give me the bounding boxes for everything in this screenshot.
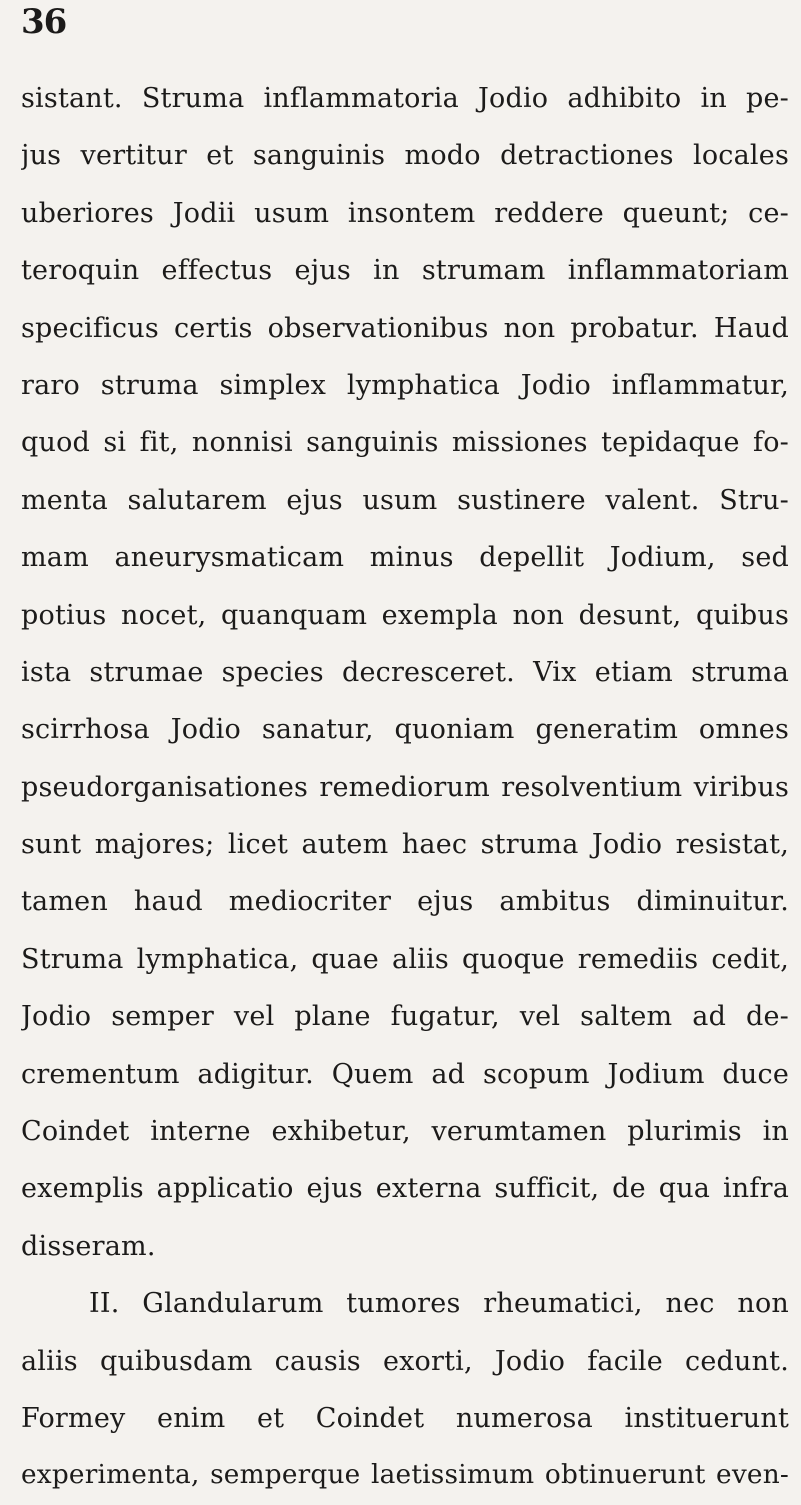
text-line: aliis quibusdam causis exorti, Jodio facile cedunt.: [21, 1345, 789, 1377]
section-heading-line: II. Glandularum tumores rheumatici, nec non: [89, 1288, 789, 1320]
text-line: uberiores Jodii usum insontem reddere queunt; ce-: [21, 197, 789, 229]
body-text: [21, 70, 801, 1505]
text-line: Formey enim et Coindet numerosa instituerunt: [21, 1402, 789, 1434]
text-line: potius nocet, quanquam exempla non desunt, quibus: [21, 599, 789, 631]
text-line: mam aneurysmaticam minus depellit Jodium, sed: [21, 542, 789, 574]
text-line: Coindet interne exhibetur, verumtamen plurimis in: [21, 1116, 789, 1148]
text-line: exemplis applicatio ejus externa sufficit, de qua infra: [21, 1173, 789, 1205]
text-line: sunt majores; licet autem haec struma Jodio resistat,: [21, 829, 789, 861]
page-number: 36: [21, 2, 67, 42]
text-line: scirrhosa Jodio sanatur, quoniam generatim omnes: [21, 714, 789, 746]
text-line: quod si fit, nonnisi sanguinis missiones tepidaque fo-: [21, 427, 789, 459]
text-line: tamen haud mediocriter ejus ambitus diminuitur.: [21, 886, 789, 918]
text-line: ista strumae species decresceret. Vix etiam struma: [21, 656, 789, 688]
text-line: raro struma simplex lymphatica Jodio inflammatur,: [21, 369, 789, 401]
text-line: jus vertitur et sanguinis modo detractiones locales: [21, 140, 789, 172]
text-line: Jodio semper vel plane fugatur, vel saltem ad de-: [21, 1001, 789, 1033]
text-line: pseudorganisationes remediorum resolventium viribus: [21, 771, 789, 803]
text-line: experimenta, semperque laetissimum obtinuerunt even-: [21, 1460, 789, 1491]
text-line: teroquin effectus ejus in strumam inflammatoriam: [21, 255, 789, 287]
text-line: disseram.: [21, 1230, 156, 1262]
text-line: menta salutarem ejus usum sustinere valent. Stru-: [21, 484, 789, 516]
text-line: sistant. Struma inflammatoria Jodio adhibito in pe-: [21, 83, 789, 114]
text-line: specificus certis observationibus non probatur. Haud: [21, 312, 789, 344]
text-line: crementum adigitur. Quem ad scopum Jodium duce: [21, 1058, 789, 1090]
text-line: Struma lymphatica, quae aliis quoque remediis cedit,: [21, 943, 789, 975]
